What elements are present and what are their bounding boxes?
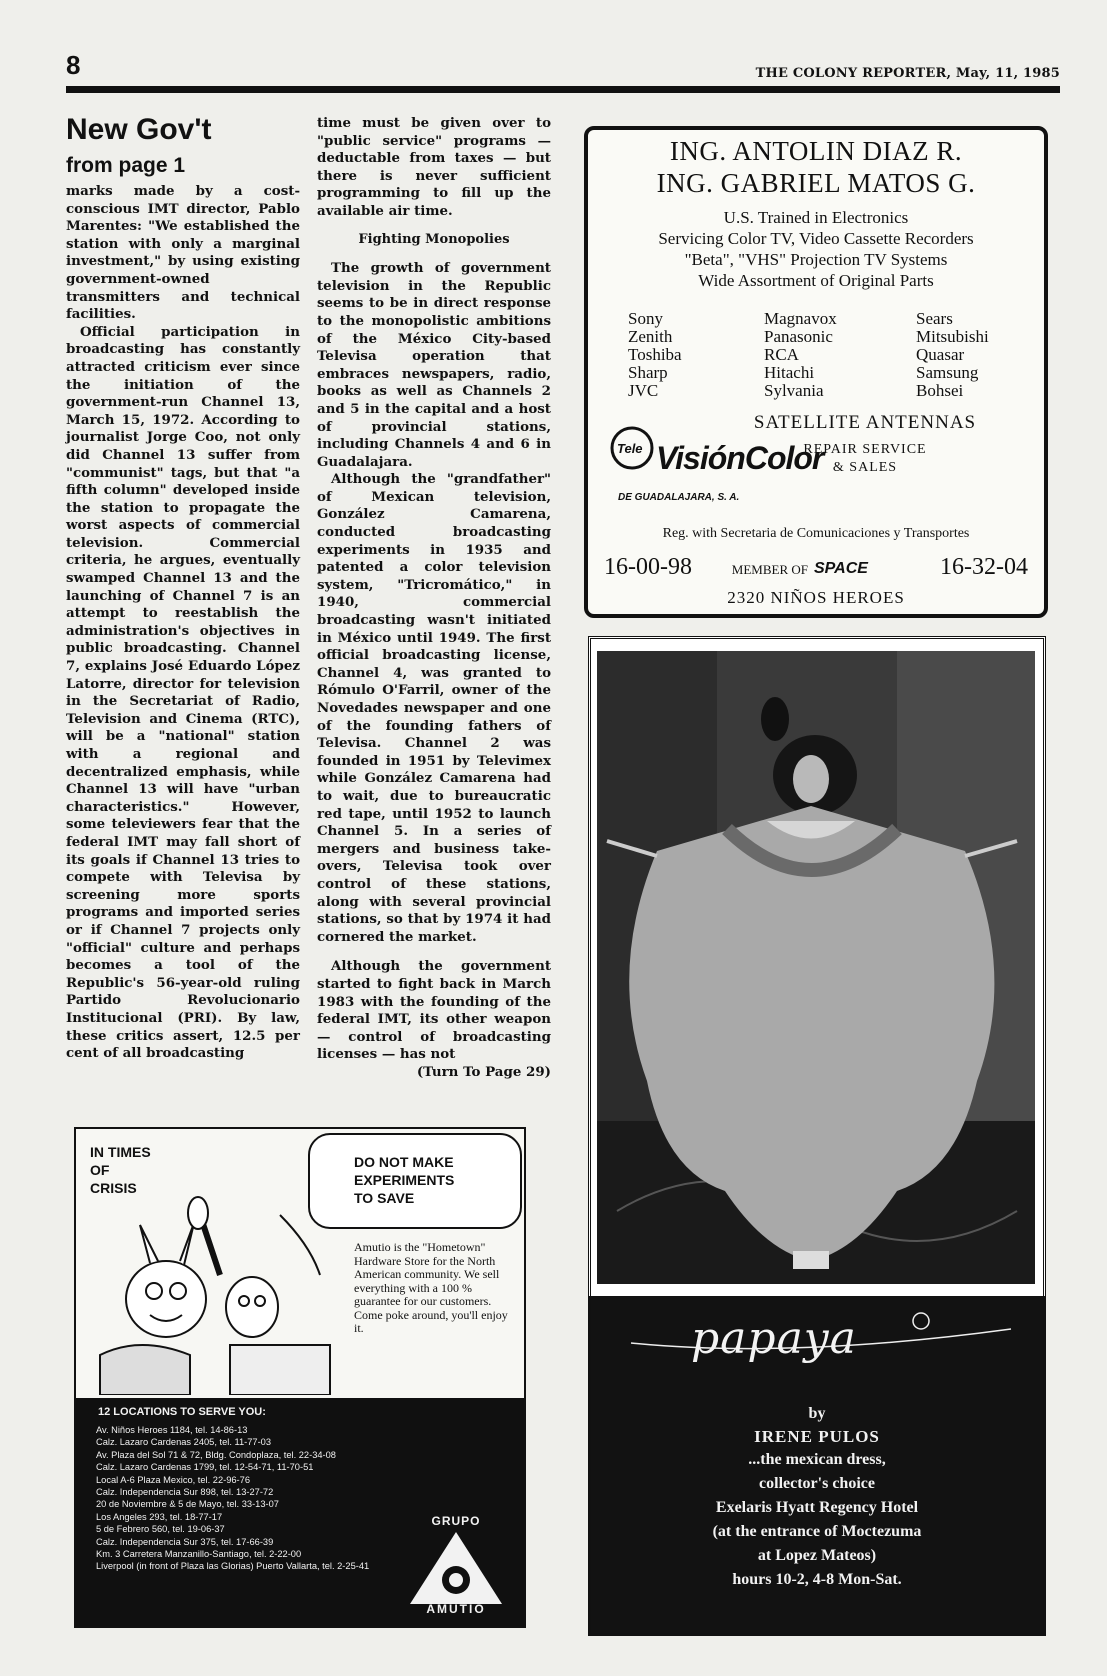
papaya-line: ...the mexican dress, (748, 1451, 886, 1468)
paragraph: time must be given over to "public service" programs — deductable from taxes — but there is never sufficient programming to fill up the available air time. (317, 115, 551, 219)
grupo-text: GRUPO (431, 1514, 481, 1528)
location-item: Calz. Lazaro Cardenas 2405, tel. 11-77-03 (96, 1437, 272, 1448)
logo-subtitle: DE GUADALAJARA, S. A. (618, 492, 740, 503)
papaya-line: at Lopez Mateos) (757, 1547, 877, 1564)
amutio-hardware-ad (74, 1127, 526, 1628)
brand: Sony (628, 309, 663, 328)
cartoon-rabbit-icon (80, 1195, 350, 1395)
paragraph: Official participation in broadcasting has constantly attracted criticism ever since the initiation of the government-run Channel 13, March 15, 1972. According to journalist Jorge Coo, not only did Channel 13 suffer from "communist" tags, but that "a fifth column" developed inside the station to propagate the worst aspects of commercial television. Commercial criteria, he argues, eventually swamped Channel 13 and the launching of Channel 7 is an attempt to reestablish the administration's objectives in public broadcasting. Channel 7, explains José Eduardo López Latorre, director for television in the Secretariat of Radio, Television and Cinema (RTC), will be a "national" station with a regional and decentralized emphasis, while Channel 13 will have "urban characteristics." However, some televiewers fear that the federal IMT may fall short of its goals if Channel 13 tries to compete with Televisa by screening more sports programs and imported series or if Channel 7 projects only "official" culture and perhaps becomes a tool of the Republic's 56-year-old ruling Partido Revolucionario Institucional (PRI). By law, these critics assert, 12.5 per cent of all broadcasting (66, 323, 300, 1062)
crisis-line: IN TIMES (90, 1144, 151, 1160)
space-logo: SPACE (814, 560, 868, 577)
location-item: Calz. Lazaro Cardenas 1799, tel. 12-54-71, 11-70-51 (96, 1462, 314, 1473)
crisis-line: OF (90, 1162, 110, 1178)
ad-line: Wide Assortment of Original Parts (698, 271, 934, 290)
papaya-logo: papaya (691, 1313, 857, 1364)
brand: Hitachi (764, 363, 815, 382)
papaya-hours: hours 10-2, 4-8 Mon-Sat. (732, 1571, 902, 1588)
ad-name-2: ING. GABRIEL MATOS G. (656, 168, 976, 198)
brand: RCA (764, 345, 799, 364)
brand: Toshiba (628, 345, 682, 364)
brand: Mitsubishi (916, 327, 989, 346)
papaya-line: collector's choice (759, 1475, 875, 1492)
sales-text: & SALES (832, 460, 898, 475)
paragraph: Although the government started to fight back in March 1983 with the founding of the federal IMT, its other weapon — control of broadcasting licenses — has not (317, 958, 551, 1063)
papaya-ad (588, 1296, 1046, 1636)
location-item: Local A-6 Plaza Mexico, tel. 22-96-76 (96, 1474, 250, 1485)
repair-text: REPAIR SERVICE (803, 442, 927, 457)
amutio-triangle-logo-icon (406, 1528, 506, 1608)
locations-title: 12 LOCATIONS TO SERVE YOU: (98, 1406, 266, 1418)
papaya-designer: IRENE PULOS (754, 1427, 880, 1446)
electronics-ad (584, 126, 1048, 618)
bubble-line: TO SAVE (354, 1190, 415, 1206)
locations-list (96, 1424, 369, 1573)
location-item: 5 de Febrero 560, tel. 19-06-37 (96, 1524, 225, 1535)
location-item: Av. Niños Heroes 1184, tel. 14-86-13 (96, 1425, 248, 1435)
subhead: from page 1 (66, 154, 186, 177)
crisis-text (90, 1143, 151, 1197)
brand: Sylvania (764, 381, 824, 400)
member-text: MEMBER OF (731, 562, 808, 577)
brand: Panasonic (764, 327, 833, 346)
address-text: 2320 NIÑOS HEROES (727, 588, 905, 607)
locations-panel (76, 1398, 524, 1626)
location-item: Calz. Independencia Sur 375, tel. 17-66-39 (96, 1536, 274, 1547)
brand: Zenith (628, 327, 673, 346)
amutio-description: Amutio is the "Hometown" Hardware Store for the North American community. We sell everything with a 100 % guarantee for our customers. Come poke around, you'll enjoy it. (354, 1240, 508, 1335)
brand-list-1 (628, 310, 682, 400)
phone-2: 16-32-04 (940, 554, 1028, 580)
brand: Bohsei (916, 381, 964, 400)
bubble-line: DO NOT MAKE (354, 1154, 454, 1170)
logo-small-text: Tele (617, 441, 643, 456)
dress-photo (597, 651, 1035, 1284)
location-item: 20 de Noviembre & 5 de Mayo, tel. 33-13-07 (96, 1499, 279, 1510)
bubble-line: EXPERIMENTS (354, 1172, 455, 1188)
phone-1: 16-00-98 (604, 554, 692, 580)
papaya-line: (at the entrance of Moctezuma (712, 1523, 922, 1540)
location-item: Los Angeles 293, tel. 18-77-17 (96, 1511, 223, 1522)
turn-to-link[interactable]: (Turn To Page 29) (416, 1063, 551, 1080)
section-heading: Fighting Monopolies (358, 231, 510, 247)
papaya-by: by (808, 1405, 826, 1422)
ad-line: U.S. Trained in Electronics (723, 208, 909, 227)
location-item: Km. 3 Carretera Manzanillo-Santiago, tel. 2-22-00 (96, 1549, 302, 1560)
masthead: THE COLONY REPORTER, May, 11, 1985 (755, 66, 1060, 81)
page-number: 8 (66, 50, 81, 80)
location-item: Av. Plaza del Sol 71 & 72, Bldg. Condoplaza, tel. 22-34-08 (96, 1449, 336, 1460)
registration-text: Reg. with Secretaria de Comunicaciones y Transportes (662, 526, 970, 541)
crisis-line: CRISIS (90, 1180, 137, 1196)
brand: Sears (916, 309, 953, 328)
paragraph: The growth of government television in the Republic seems to be in direct response to the monopolistic ambitions of the México City-based Televisa operation that embraces newspapers, radio, books as well as Channels 2 and 5 in the capital and a host of provincial stations, including Channels 4 and 6 in Guadalajara. (317, 260, 551, 470)
ad-line: Servicing Color TV, Video Cassette Recorders (658, 229, 974, 248)
ad-name-1: ING. ANTOLIN DIAZ R. (669, 136, 963, 166)
paragraph: Although the "grandfather" of Mexican television, González Camarena, conducted broadcasting experiments in 1935 and patented a color television system, "Tricromático," in 1940, commercial broadcasting wasn't initiated in México until 1949. The first official broadcasting license, Channel 4, was granted to Rómulo O'Farril, owner of the Novedades newspaper and one of the founding fathers of Televisa. Channel 2 was founded in 1951 by Televimex while González Camarena had to wait, due to bureaucratic red tape, until 1952 to launch Channel 5. In a series of mergers and business take-overs, Televisa took over control of these stations, along with several provincial stations, so that by 1974 it had cornered the market. (317, 471, 551, 945)
bubble-text (354, 1153, 454, 1207)
ad-line: "Beta", "VHS" Projection TV Systems (684, 250, 948, 269)
brand: Samsung (916, 363, 979, 382)
satellite-text: SATELLITE ANTENNAS (753, 412, 977, 433)
dress-photo-frame (588, 636, 1046, 1302)
paragraph: marks made by a cost-conscious IMT director, Pablo Marentes: "We established the station with only a marginal investment," by using existing government-owned transmitters and technical facilities. (66, 183, 300, 323)
top-rule (66, 86, 1060, 93)
brand: Magnavox (764, 309, 837, 328)
headline: New Gov't (66, 113, 212, 146)
location-item: Liverpool (in front of Plaza las Glorias) Puerto Vallarta, tel. 2-25-41 (96, 1561, 370, 1572)
brand: JVC (628, 381, 659, 400)
brand-list-3 (916, 310, 989, 400)
location-item: Calz. Independencia Sur 898, tel. 13-27-72 (96, 1487, 274, 1498)
brand-list-2 (764, 310, 837, 400)
article-column-1 (66, 113, 300, 1063)
amutio-text: AMUTIO (426, 1602, 486, 1616)
brand: Quasar (916, 345, 965, 364)
papaya-line: Exelaris Hyatt Regency Hotel (715, 1499, 919, 1516)
logo-word: VisiónColor (656, 440, 824, 476)
article-column-2 (317, 115, 551, 1081)
brand: Sharp (628, 363, 668, 382)
